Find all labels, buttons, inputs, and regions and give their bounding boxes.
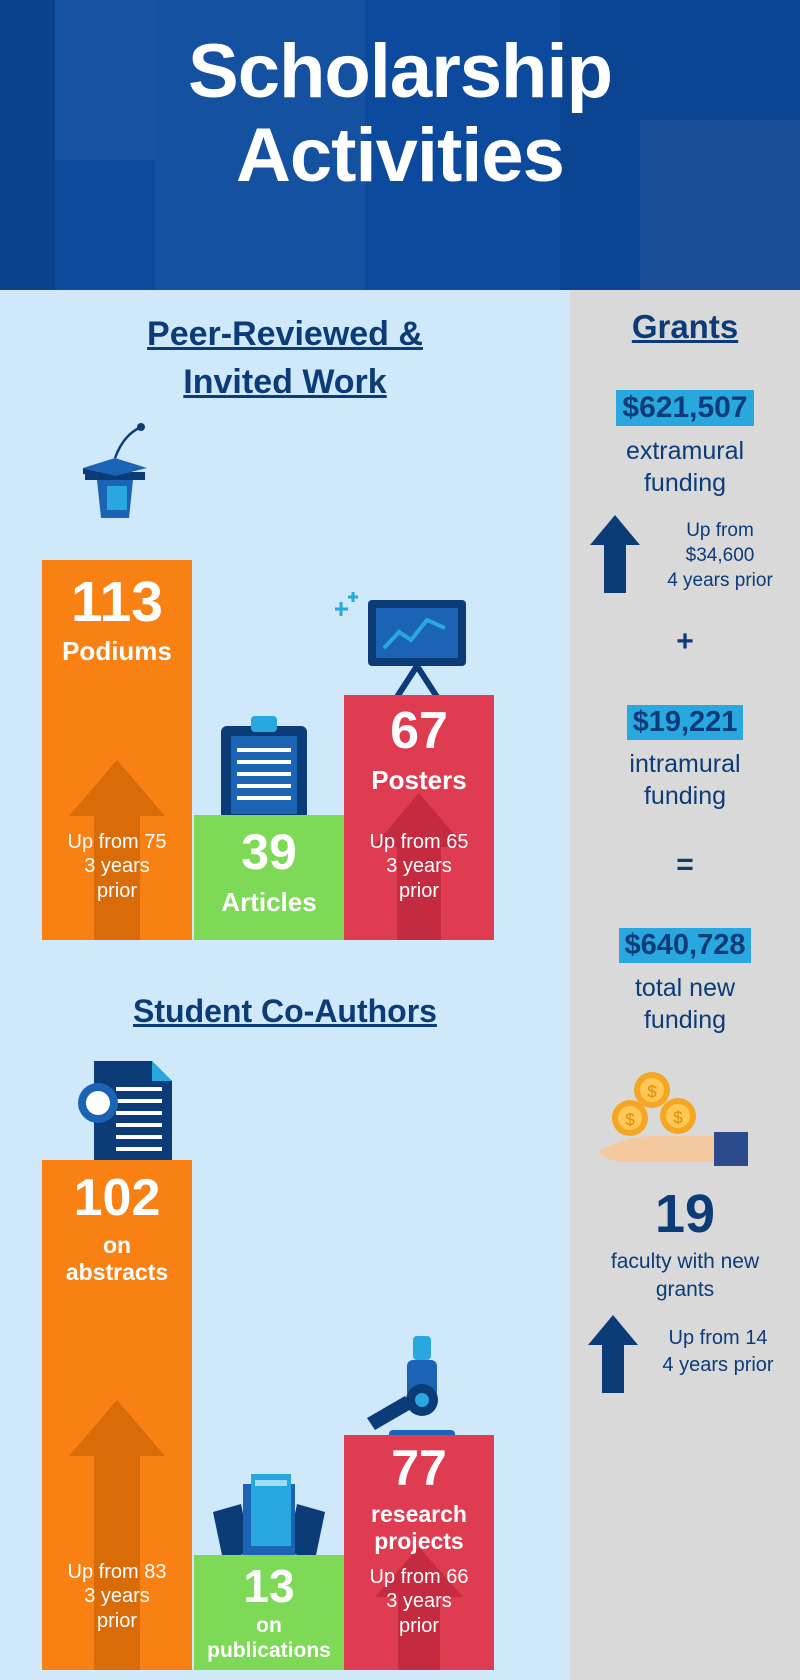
svg-text:$: $ [647,1082,657,1101]
page-title-line1: Scholarship [188,29,612,114]
hand-with-coins-icon [590,1060,785,1170]
bar-articles-label: Articles [221,887,317,917]
bar-podiums-note [42,830,192,903]
extramural-label-line2: funding [643,469,727,497]
plus-operator: + [676,625,694,658]
bar-abstracts-label [42,1232,192,1286]
bar-research-value: 77 [391,1440,447,1496]
total-amount: $640,728 [619,928,752,963]
peer-title-line2: Invited Work [183,363,387,401]
intramural-label [570,748,800,812]
bar-abstracts-note-line3: prior [96,1609,137,1632]
bar-posters-label: Posters [371,765,467,795]
extramural-label-line1: extramural [625,437,745,465]
bar-podiums-note-line1: Up from 75 [67,831,167,853]
extramural-note-line3: 4 years prior [667,570,773,591]
bar-research-note [344,1565,494,1638]
extramural-note-line2: $34,600 [685,545,755,566]
bar-publications-value: 13 [243,1560,295,1612]
extramural-note [640,518,800,593]
faculty-label-line2: grants [655,1278,715,1301]
grants-section-title: Grants [631,308,739,345]
faculty-up-arrow-icon [588,1315,638,1393]
total-label-line2: funding [643,1006,727,1034]
bar-abstracts-label-line1: on [102,1232,132,1258]
bar-posters-note-line1: Up from 65 [369,831,469,853]
bar-abstracts-label-line2: abstracts [65,1259,169,1285]
bar-publications-label-line1: on [256,1614,282,1637]
faculty-count: 19 [654,1184,716,1244]
books-icon [207,1460,332,1560]
total-label-line1: total new [634,974,736,1002]
bar-research-note-line2: 3 years [386,1590,452,1613]
total-label [570,972,800,1036]
bar-podiums-label: Podiums [62,636,172,666]
extramural-label [570,435,800,499]
faculty-label [570,1248,800,1304]
page-title [0,30,800,198]
extramural-up-arrow-icon [590,515,640,593]
svg-text:$: $ [625,1110,635,1129]
clipboard-icon [207,710,322,825]
intramural-amount-badge [570,705,800,740]
bar-abstracts-value: 102 [73,1169,161,1227]
bar-publications-label-line2: publications [207,1639,331,1662]
header-banner [0,0,800,290]
bar-podiums-note-line2: 3 years [84,855,150,878]
podium-icon [55,408,175,518]
intramural-label-line1: intramural [629,750,741,778]
bar-research-label-line2: projects [374,1528,464,1554]
extramural-note-line1: Up from [686,520,754,541]
presentation-board-icon [335,590,485,705]
total-amount-badge [570,928,800,963]
page-title-line2: Activities [236,113,564,198]
bar-posters [344,695,494,940]
extramural-amount: $621,507 [616,390,753,426]
faculty-label-line1: faculty with new [610,1250,760,1273]
equals-operator: = [676,848,694,881]
bar-research-projects [344,1435,494,1670]
svg-text:$: $ [673,1108,683,1127]
bar-posters-value: 67 [390,702,448,760]
bar-podiums [42,560,192,940]
intramural-amount: $19,221 [627,705,744,740]
faculty-note-line1: Up from 14 [668,1327,768,1349]
bar-research-label-line1: research [371,1501,467,1527]
bar-posters-note [344,830,494,903]
peer-reviewed-section-title [20,310,550,406]
document-magnifier-icon [72,1055,192,1165]
bar-publications [194,1555,344,1670]
bar-posters-note-line2: 3 years [386,855,452,878]
bar-podiums-note-line3: prior [96,879,137,902]
bar-articles-value: 39 [241,824,297,880]
bar-research-label [344,1501,494,1555]
extramural-amount-badge [570,390,800,426]
peer-title-line1: Peer-Reviewed & [147,315,423,353]
left-content-column [0,290,570,1680]
bar-abstracts-note [42,1560,192,1633]
faculty-note-line2: 4 years prior [662,1354,774,1376]
bar-abstracts-note-line1: Up from 83 [67,1561,167,1583]
bar-podiums-value: 113 [71,570,163,634]
intramural-label-line2: funding [643,782,727,810]
bar-publications-label [194,1613,344,1663]
bar-research-note-line1: Up from 66 [369,1566,469,1588]
bar-research-note-line3: prior [398,1614,439,1637]
faculty-note [636,1325,800,1379]
bar-abstracts-note-line2: 3 years [84,1585,150,1608]
student-coauthors-section-title: Student Co-Authors [133,993,437,1029]
bar-articles [194,815,344,940]
bar-posters-note-line3: prior [398,879,439,902]
grants-panel [570,290,800,1680]
bar-abstracts [42,1160,192,1670]
